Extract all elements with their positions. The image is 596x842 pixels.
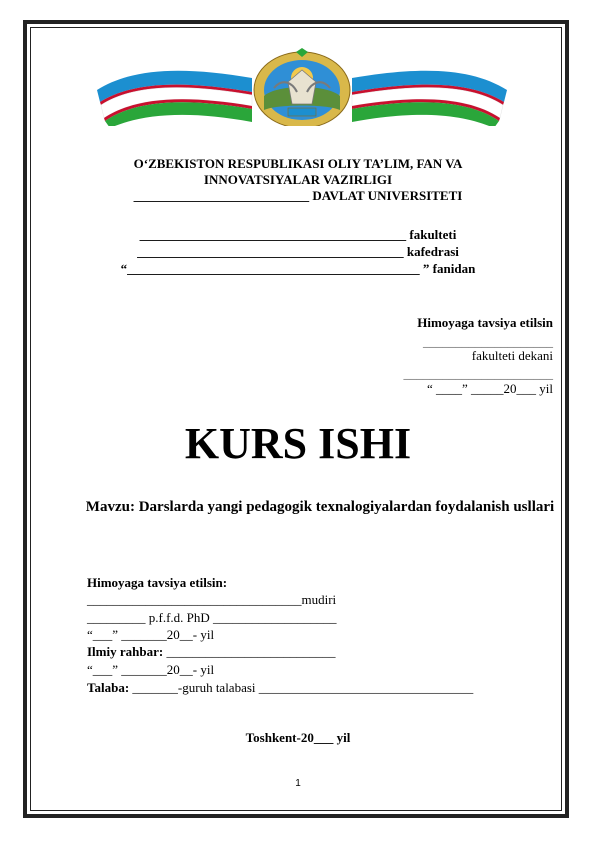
- ministry-line-1: O‘ZBEKISTON RESPUBLIKASI OLIY TA’LIM, FAN VA: [133, 156, 463, 171]
- right-flag-wave: [352, 71, 507, 126]
- approval-signature-line: ____________________: [423, 334, 553, 349]
- student-label: Talaba:: [87, 680, 130, 695]
- head-line: _________________________________mudiri: [87, 592, 337, 607]
- university-line: ___________________________ DAVLAT UNIVERSITETI: [133, 188, 463, 203]
- supervisor-line: __________________________: [163, 644, 336, 659]
- left-flag-wave: [97, 71, 252, 126]
- course-work-topic: Mavzu: Darslarda yangi pedagogik texnalogiyalardan foydalanish usllari: [85, 499, 555, 515]
- supervisor-label: Ilmiy rahbar:: [87, 644, 164, 659]
- recommend-label: Himoyaga tavsiya etilsin:: [87, 575, 228, 590]
- city-year: Toshkent-20___ yil: [245, 730, 351, 745]
- date-line-1: “___” _______20__- yil: [87, 627, 215, 642]
- degree-line: _________ p.f.f.d. PhD ___________________: [87, 610, 337, 625]
- subject-line: “_____________________________________________ ” fanidan: [120, 261, 476, 276]
- date-line-2: “___” _______20__- yil: [87, 662, 215, 677]
- dean-label: fakulteti dekani: [471, 348, 553, 363]
- department-line: _________________________________________ kafedrasi: [137, 244, 459, 259]
- student-row: [87, 680, 473, 696]
- approval-line-2: _______________________: [403, 366, 553, 381]
- supervisor-row: [87, 644, 335, 660]
- uzbekistan-emblem-flag-banner: [92, 48, 512, 126]
- document-title: KURS ISHI: [184, 419, 412, 468]
- approval-date: “ ____” _____20___ yil: [426, 381, 553, 396]
- ministry-line-2: INNOVATSIYALAR VAZIRLIGI: [203, 172, 393, 187]
- student-line: _______-guruh talabasi _________________________________: [129, 680, 474, 695]
- approval-heading: Himoyaga tavsiya etilsin: [417, 315, 553, 330]
- state-emblem: [254, 48, 350, 126]
- page-number: 1: [295, 778, 301, 789]
- faculty-line: _________________________________________ fakulteti: [139, 227, 457, 242]
